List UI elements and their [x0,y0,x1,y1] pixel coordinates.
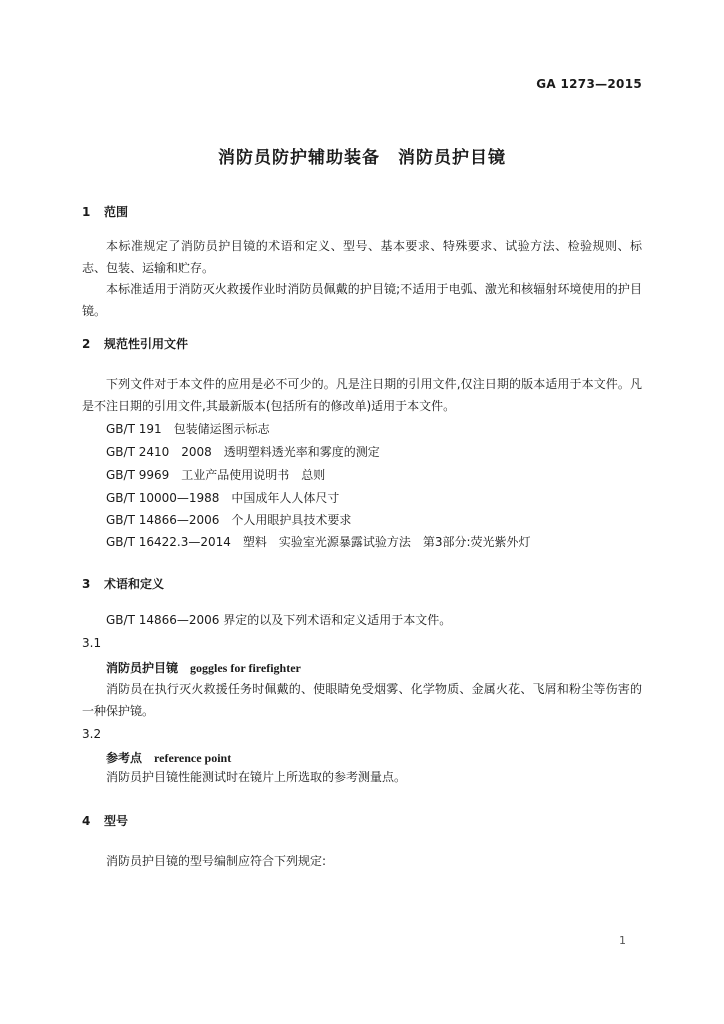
reference-item: GB/T 16422.3—2014 塑料 实验室光源暴露试验方法 第3部分:荧光紫外灯 [106,535,531,549]
term-definition: 消防员护目镜性能测试时在镜片上所选取的参考测量点。 [106,770,407,784]
term-chinese: 消防员护目镜 [106,661,179,675]
section-number: 1 [82,205,91,219]
section-4-heading [82,812,128,829]
section-number: 3 [82,577,91,591]
reference-item: GB/T 10000—1988 中国成年人人体尺寸 [106,491,340,505]
section-1-heading [82,203,128,220]
section-2-heading [82,335,188,352]
section-4-paragraph-1: 消防员护目镜的型号编制应符合下列规定: [106,854,327,868]
section-3-heading [82,575,164,592]
section-number: 4 [82,814,91,828]
section-3-intro: GB/T 14866—2006 界定的以及下列术语和定义适用于本文件。 [106,613,452,627]
reference-item: GB/T 9969 工业产品使用说明书 总则 [106,468,326,482]
section-number: 2 [82,337,91,351]
section-title: 术语和定义 [104,577,165,591]
reference-item: GB/T 14866—2006 个人用眼护具技术要求 [106,513,352,527]
term-number: 3.1 [82,636,102,650]
reference-item: GB/T 191 包装储运图示标志 [106,422,270,436]
term-english: goggles for firefighter [190,661,301,675]
term-chinese: 参考点 [106,751,143,765]
section-2-intro: 下列文件对于本文件的应用是必不可少的。凡是注日期的引用文件,仅注日期的版本适用于本文件。凡是不注日期的引用文件,其最新版本(包括所有的修改单)适用于本文件。 [82,377,642,413]
term-heading [106,749,231,766]
term-number: 3.2 [82,727,102,741]
reference-item: GB/T 2410 2008 透明塑料透光率和雾度的测定 [106,445,380,459]
term-definition: 消防员在执行灭火救援任务时佩戴的、使眼睛免受烟雾、化学物质、金属火花、飞屑和粉尘等伤害的一种保护镜。 [82,682,642,718]
section-1-paragraph-2: 本标准适用于消防灭火救援作业时消防员佩戴的护目镜;不适用于电弧、激光和核辐射环境使用的护目镜。 [82,282,642,318]
section-1-paragraph-1: 本标准规定了消防员护目镜的术语和定义、型号、基本要求、特殊要求、试验方法、检验规则、标志、包装、运输和贮存。 [82,239,642,275]
term-heading [106,659,301,676]
section-title: 规范性引用文件 [104,337,189,351]
section-title: 型号 [104,814,129,828]
section-title: 范围 [104,205,129,219]
standard-code: GA 1273—2015 [536,77,642,91]
term-english: reference point [154,751,232,765]
document-title: 消防员防护辅助装备 消防员护目镜 [218,148,506,168]
page-number: 1 [619,934,626,947]
